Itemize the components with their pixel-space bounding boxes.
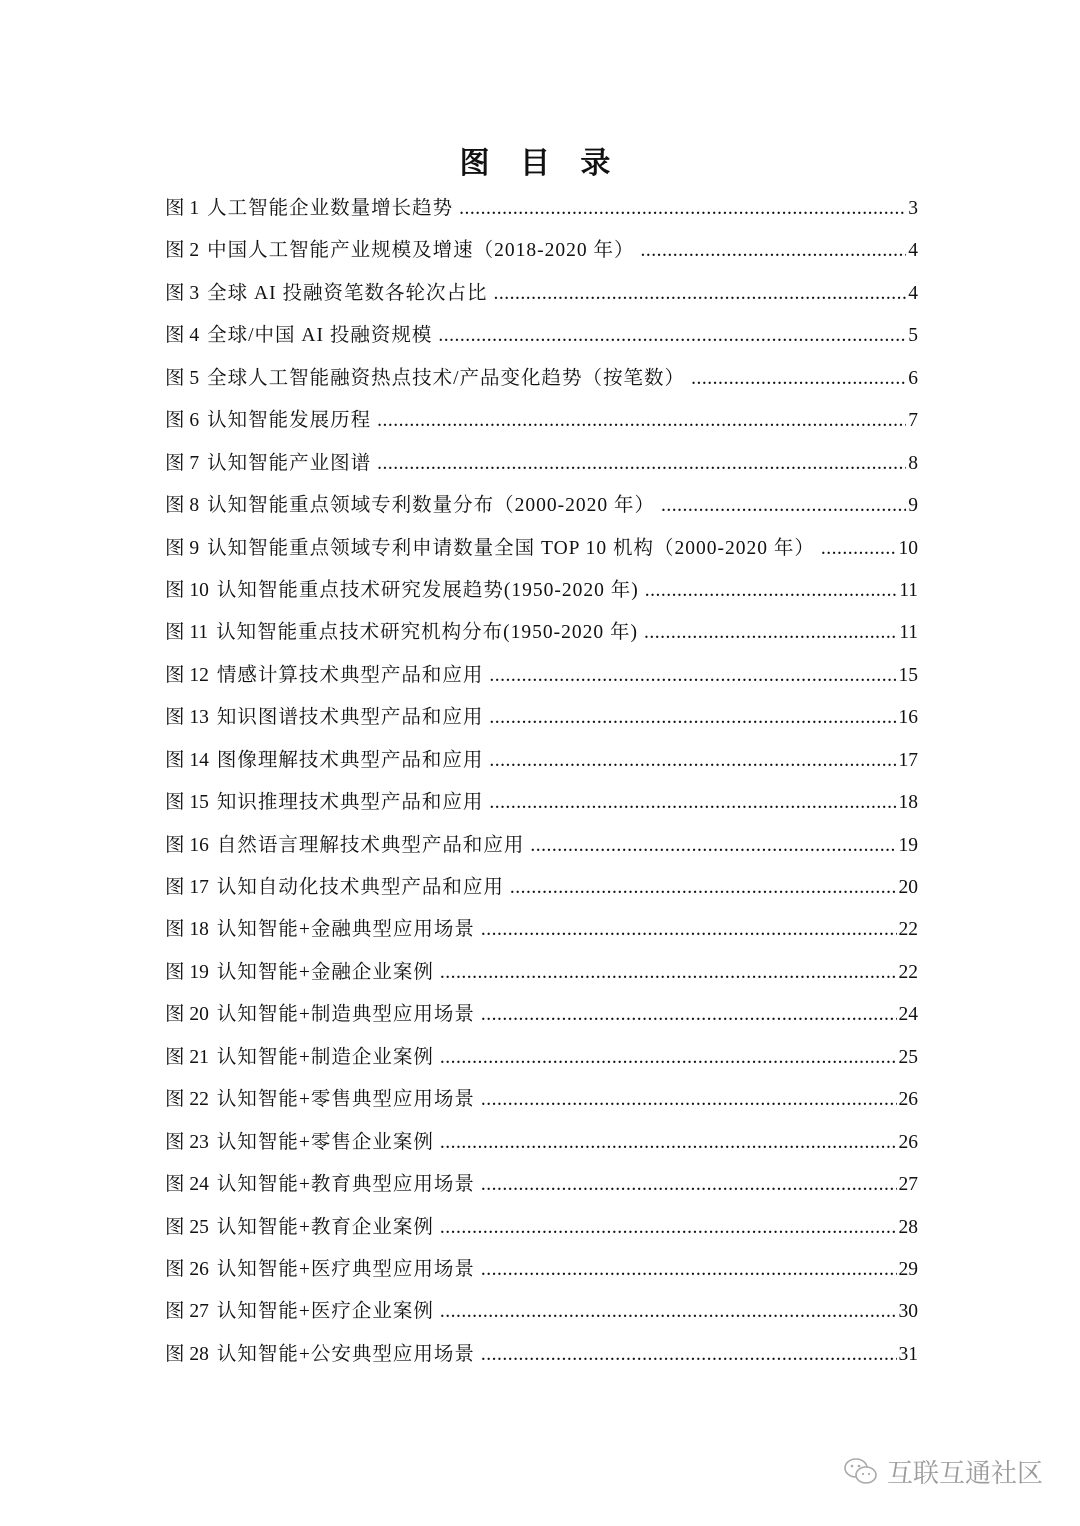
page-number: 17 bbox=[898, 749, 918, 771]
dot-leader bbox=[510, 873, 897, 903]
page-number: 26 bbox=[898, 1131, 918, 1153]
toc-entry[interactable] bbox=[165, 958, 918, 1000]
figure-title: 知识图谱技术典型产品和应用 bbox=[216, 707, 484, 729]
toc-entry[interactable] bbox=[165, 831, 918, 873]
figure-title: 认知智能+金融企业案例 bbox=[216, 961, 434, 983]
toc-entry[interactable] bbox=[165, 236, 918, 278]
figure-title: 认知智能+教育企业案例 bbox=[216, 1216, 434, 1238]
figure-title: 认知智能+公安典型应用场景 bbox=[216, 1343, 475, 1365]
page-number: 19 bbox=[898, 834, 918, 856]
page-number: 10 bbox=[898, 537, 918, 559]
figure-label: 图 10 bbox=[165, 579, 209, 601]
dot-leader bbox=[440, 1128, 897, 1158]
figure-label: 图 17 bbox=[165, 877, 209, 898]
page-number: 22 bbox=[898, 961, 918, 983]
page-number: 31 bbox=[898, 1343, 918, 1365]
toc-entry[interactable] bbox=[165, 1128, 918, 1170]
dot-leader bbox=[481, 1170, 897, 1200]
watermark-text: 互联互通社区 bbox=[887, 1459, 1044, 1489]
figure-title: 全球 AI 投融资笔数各轮次占比 bbox=[207, 282, 488, 304]
figure-label: 图 25 bbox=[165, 1216, 209, 1238]
figure-title: 全球人工智能融资热点技术/产品变化趋势（按笔数） bbox=[207, 367, 686, 389]
page-number: 25 bbox=[898, 1046, 918, 1068]
page-number: 11 bbox=[899, 622, 918, 644]
figure-title: 情感计算技术典型产品和应用 bbox=[216, 664, 484, 686]
page-number: 26 bbox=[898, 1089, 918, 1111]
page-number: 15 bbox=[898, 664, 918, 686]
watermark bbox=[843, 1453, 1043, 1490]
figure-label: 图 28 bbox=[165, 1343, 209, 1365]
toc-entry[interactable] bbox=[165, 491, 918, 533]
toc-entry[interactable] bbox=[165, 576, 918, 618]
figure-label: 图 15 bbox=[165, 792, 209, 814]
dot-leader bbox=[641, 236, 907, 266]
toc-entry[interactable] bbox=[165, 915, 918, 957]
dot-leader bbox=[438, 321, 906, 351]
figure-label: 图 14 bbox=[165, 749, 209, 771]
page-number: 29 bbox=[898, 1258, 918, 1280]
figure-list bbox=[165, 194, 918, 1382]
dot-leader bbox=[481, 1340, 897, 1370]
toc-entry[interactable] bbox=[165, 788, 918, 830]
dot-leader bbox=[691, 364, 906, 394]
dot-leader bbox=[489, 661, 896, 691]
figure-label: 图 20 bbox=[165, 1004, 209, 1026]
figure-label: 图 4 bbox=[165, 325, 200, 347]
dot-leader bbox=[481, 915, 897, 945]
dot-leader bbox=[644, 618, 897, 648]
dot-leader bbox=[440, 958, 897, 988]
dot-leader bbox=[530, 831, 896, 861]
figure-title: 全球/中国 AI 投融资规模 bbox=[207, 325, 433, 347]
dot-leader bbox=[481, 1000, 897, 1030]
toc-entry[interactable] bbox=[165, 1255, 918, 1297]
figure-title: 认知智能+零售典型应用场景 bbox=[216, 1089, 475, 1111]
toc-entry[interactable] bbox=[165, 746, 918, 788]
page-number: 24 bbox=[898, 1004, 918, 1026]
figure-title: 认知智能+教育典型应用场景 bbox=[216, 1174, 475, 1196]
dot-leader bbox=[489, 703, 896, 733]
page-number: 22 bbox=[898, 919, 918, 941]
figure-title: 认知智能重点技术研究机构分布(1950-2020 年) bbox=[216, 622, 639, 644]
dot-leader bbox=[661, 491, 906, 521]
figure-label: 图 2 bbox=[165, 240, 200, 262]
figure-label: 图 5 bbox=[165, 367, 200, 389]
wechat-icon bbox=[843, 1457, 879, 1487]
toc-entry[interactable] bbox=[165, 1043, 918, 1085]
page-title: 图 目 录 bbox=[459, 146, 621, 181]
figure-title: 认知智能+制造典型应用场景 bbox=[216, 1004, 475, 1026]
toc-entry[interactable] bbox=[165, 1170, 918, 1212]
figure-title: 认知自动化技术典型产品和应用 bbox=[216, 877, 504, 898]
page-number: 4 bbox=[908, 240, 918, 262]
figure-title: 认知智能+金融典型应用场景 bbox=[216, 919, 475, 941]
figure-label: 图 18 bbox=[165, 919, 209, 941]
toc-entry[interactable] bbox=[165, 449, 918, 491]
toc-entry[interactable] bbox=[165, 1340, 918, 1382]
figure-label: 图 3 bbox=[165, 282, 200, 304]
page-number: 6 bbox=[908, 367, 918, 389]
toc-entry[interactable] bbox=[165, 364, 918, 406]
toc-entry[interactable] bbox=[165, 661, 918, 703]
page-number: 5 bbox=[908, 325, 918, 347]
figure-label: 图 24 bbox=[165, 1174, 209, 1196]
page-number: 9 bbox=[908, 495, 918, 517]
page-number: 30 bbox=[898, 1301, 918, 1323]
figure-title: 认知智能+医疗典型应用场景 bbox=[216, 1258, 475, 1280]
figure-title: 知识推理技术典型产品和应用 bbox=[216, 792, 484, 814]
figure-label: 图 6 bbox=[165, 410, 200, 432]
toc-entry[interactable] bbox=[165, 406, 918, 448]
figure-label: 图 22 bbox=[165, 1089, 209, 1111]
figure-label: 图 8 bbox=[165, 495, 200, 517]
page-number: 3 bbox=[908, 198, 918, 219]
dot-leader bbox=[440, 1213, 897, 1243]
page-number: 7 bbox=[908, 410, 918, 432]
dot-leader bbox=[377, 449, 906, 479]
dot-leader bbox=[481, 1255, 897, 1285]
toc-entry[interactable] bbox=[165, 1297, 918, 1339]
toc-entry[interactable] bbox=[165, 1085, 918, 1127]
dot-leader bbox=[821, 534, 897, 564]
toc-entry[interactable] bbox=[165, 873, 918, 915]
figure-title: 认知智能+医疗企业案例 bbox=[216, 1301, 434, 1323]
dot-leader bbox=[459, 194, 906, 224]
toc-entry[interactable] bbox=[165, 194, 918, 236]
figure-title: 认知智能+制造企业案例 bbox=[216, 1046, 434, 1068]
figure-title: 自然语言理解技术典型产品和应用 bbox=[216, 834, 525, 856]
toc-entry[interactable] bbox=[165, 1000, 918, 1042]
figure-label: 图 9 bbox=[165, 537, 200, 559]
page-number: 20 bbox=[898, 877, 918, 898]
toc-entry[interactable] bbox=[165, 279, 918, 321]
toc-entry[interactable] bbox=[165, 1213, 918, 1255]
figure-title: 认知智能重点领域专利数量分布（2000-2020 年） bbox=[207, 495, 656, 517]
dot-leader bbox=[377, 406, 906, 436]
figure-label: 图 26 bbox=[165, 1258, 209, 1280]
toc-entry[interactable] bbox=[165, 321, 918, 363]
figure-title: 认知智能+零售企业案例 bbox=[216, 1131, 434, 1153]
dot-leader bbox=[489, 788, 896, 818]
figure-title: 图像理解技术典型产品和应用 bbox=[216, 749, 484, 771]
toc-entry[interactable] bbox=[165, 534, 918, 576]
figure-label: 图 19 bbox=[165, 961, 209, 983]
dot-leader bbox=[481, 1085, 897, 1115]
page-number: 4 bbox=[908, 282, 918, 304]
dot-leader bbox=[645, 576, 897, 606]
figure-label: 图 7 bbox=[165, 452, 200, 474]
page-number: 27 bbox=[898, 1174, 918, 1196]
figure-label: 图 27 bbox=[165, 1301, 209, 1323]
figure-label: 图 12 bbox=[165, 664, 209, 686]
figure-title: 人工智能企业数量增长趋势 bbox=[207, 198, 454, 219]
dot-leader bbox=[489, 746, 896, 776]
figure-title: 认知智能重点技术研究发展趋势(1950-2020 年) bbox=[216, 579, 639, 601]
page-number: 8 bbox=[908, 452, 918, 474]
dot-leader bbox=[493, 279, 906, 309]
figure-label: 图 1 bbox=[165, 198, 200, 219]
toc-entry[interactable] bbox=[165, 618, 918, 660]
dot-leader bbox=[440, 1043, 897, 1073]
page-number: 28 bbox=[898, 1216, 918, 1238]
figure-label: 图 16 bbox=[165, 834, 209, 856]
page-number: 18 bbox=[898, 792, 918, 814]
figure-label: 图 11 bbox=[165, 622, 209, 644]
figure-title: 中国人工智能产业规模及增速（2018-2020 年） bbox=[207, 240, 635, 262]
figure-label: 图 13 bbox=[165, 707, 209, 729]
figure-title: 认知智能产业图谱 bbox=[207, 452, 372, 474]
figure-label: 图 23 bbox=[165, 1131, 209, 1153]
figure-title: 认知智能重点领域专利申请数量全国 TOP 10 机构（2000-2020 年） bbox=[207, 537, 815, 559]
toc-entry[interactable] bbox=[165, 703, 918, 745]
figure-label: 图 21 bbox=[165, 1046, 209, 1068]
page-number: 11 bbox=[899, 579, 918, 601]
figure-title: 认知智能发展历程 bbox=[207, 410, 372, 432]
dot-leader bbox=[440, 1297, 897, 1327]
page-number: 16 bbox=[898, 707, 918, 729]
